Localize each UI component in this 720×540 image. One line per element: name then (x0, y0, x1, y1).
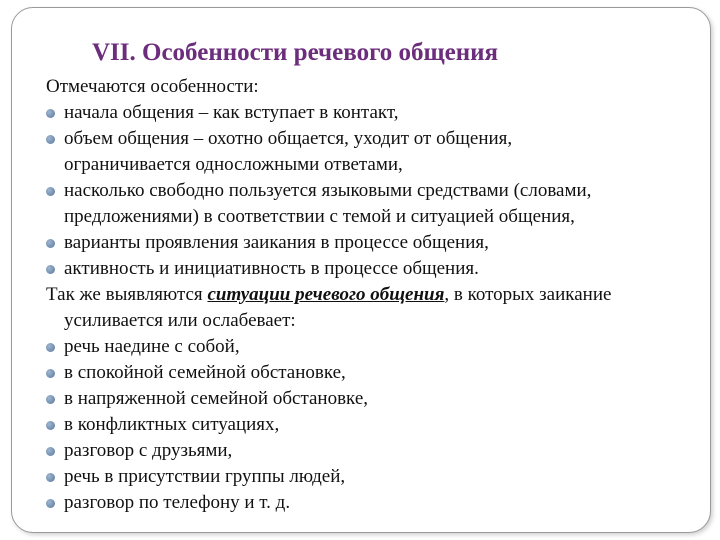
situations-emphasis: ситуации речевого общения (207, 284, 445, 305)
list-item (46, 230, 716, 256)
list-item (46, 386, 716, 412)
situations-text-cont: усиливается или ослабевает: (64, 310, 296, 331)
slide-body (46, 74, 716, 516)
list-item (46, 438, 716, 464)
round-bullet-icon (46, 109, 55, 118)
list-item-text: речь в присутствии группы людей, (64, 466, 346, 487)
round-bullet-icon (46, 447, 55, 456)
list-item (46, 100, 716, 126)
list-item (46, 256, 716, 282)
slide-title: VII. Особенности речевого общения (92, 39, 499, 66)
situations-list (46, 334, 716, 516)
round-bullet-icon (46, 473, 55, 482)
round-bullet-icon (46, 499, 55, 508)
round-bullet-icon (46, 187, 55, 196)
list-item-text: насколько свободно пользуется языковыми средствами (словами, (64, 180, 592, 201)
list-item (46, 464, 716, 490)
situations-text-after: , в которых заикание (444, 284, 612, 305)
list-item-text: разговор с друзьями, (64, 440, 233, 461)
list-item-text: в спокойной семейной обстановке, (64, 362, 346, 383)
list-item (46, 126, 716, 178)
round-bullet-icon (46, 395, 55, 404)
situations-text-before: Так же выявляются (46, 284, 208, 305)
list-item-text: варианты проявления заикания в процессе общения, (64, 232, 489, 253)
list-item-text: разговор по телефону и т. д. (64, 492, 291, 513)
list-item-text: начала общения – как вступает в контакт, (64, 102, 399, 123)
round-bullet-icon (46, 265, 55, 274)
list-item-text: активность и инициативность в процессе общения. (64, 258, 479, 279)
list-item (46, 412, 716, 438)
features-list (46, 100, 716, 282)
list-item-text-cont: ограничивается односложными ответами, (64, 154, 403, 175)
round-bullet-icon (46, 369, 55, 378)
list-item-text: в напряженной семейной обстановке, (64, 388, 368, 409)
list-item-text: речь наедине с собой, (64, 336, 240, 357)
round-bullet-icon (46, 343, 55, 352)
list-item-text-cont: предложениями) в соответствии с темой и ситуацией общения, (64, 206, 575, 227)
list-item (46, 178, 716, 230)
slide-frame (11, 7, 711, 533)
intro-text: Отмечаются особенности: (46, 76, 259, 97)
list-item-text: объем общения – охотно общается, уходит от общения, (64, 128, 513, 149)
round-bullet-icon (46, 135, 55, 144)
round-bullet-icon (46, 239, 55, 248)
list-item (46, 490, 716, 516)
list-item (46, 360, 716, 386)
list-item-text: в конфликтных ситуациях, (64, 414, 280, 435)
round-bullet-icon (46, 421, 55, 430)
situations-paragraph (46, 282, 716, 334)
list-item (46, 334, 716, 360)
